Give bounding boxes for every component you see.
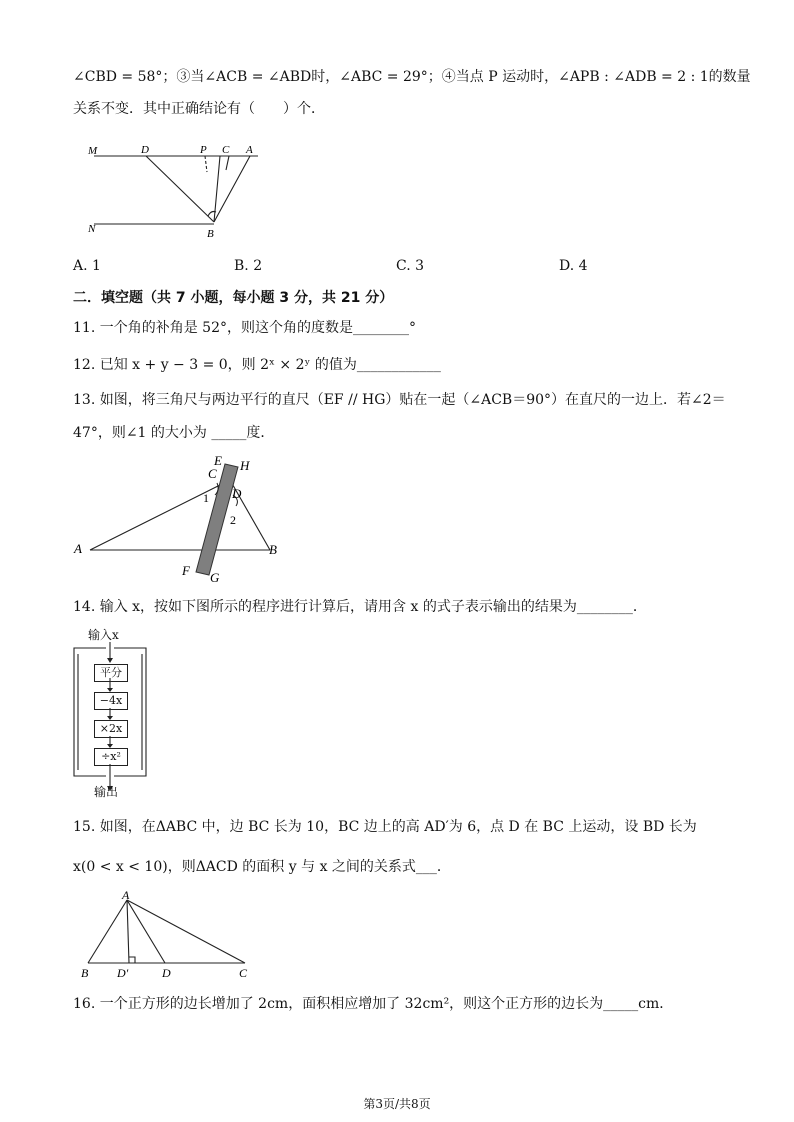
label-c: C — [222, 144, 230, 156]
q10-option-d: D. 4 — [559, 258, 588, 274]
side-ab — [88, 900, 127, 963]
q14-text: 14. 输入 x，按如下图所示的程序进行计算后，请用含 x 的式子表示输出的结果为________． — [73, 599, 647, 615]
flow-output-label: 输出 — [94, 785, 119, 799]
q10-text-line2: 关系不变．其中正确结论有（ ）个． — [73, 101, 325, 117]
label-a: A — [122, 888, 130, 902]
segment-ad — [127, 900, 165, 963]
q10-figure — [80, 140, 270, 240]
q15-text-line1: 15. 如图，在ΔABC 中，边 BC 长为 10，BC 边上的高 AD′为 6，点 D 在 BC 上运动，设 BD 长为 — [73, 819, 697, 835]
q13-figure — [70, 450, 285, 585]
flow-input-label: 输入x — [88, 628, 119, 642]
label-angle-1: 1 — [203, 491, 209, 505]
label-b: B — [269, 542, 277, 557]
altitude-ad-prime — [127, 900, 129, 963]
flow-step-3: ×2x — [94, 720, 128, 738]
label-a: A — [246, 144, 253, 156]
label-d: D — [162, 966, 171, 980]
q15-text-line2: x(0 < x < 10)，则ΔACD 的面积 y 与 x 之间的关系式___． — [73, 859, 451, 875]
q10-option-c: C. 3 — [396, 258, 425, 274]
q14-flowchart — [70, 628, 150, 800]
label-f: F — [182, 563, 190, 578]
label-d: D — [141, 144, 149, 156]
label-m: M — [88, 145, 98, 157]
q11-text: 11. 一个角的补角是 52°，则这个角的度数是________° — [73, 320, 416, 336]
label-d-prime: D′ — [117, 966, 129, 980]
label-p: P — [200, 144, 207, 156]
label-c: C — [239, 966, 248, 980]
q15-figure — [75, 888, 260, 983]
label-a: A — [74, 541, 82, 556]
q10-text-line1: ∠CBD = 58°；③当∠ACB = ∠ABD时，∠ABC = 29°；④当点 P 运动时，∠APB : ∠ADB = 2 : 1的数量 — [73, 69, 751, 85]
flow-step-2: −4x — [94, 692, 128, 710]
q13-text-line2: 47°，则∠1 的大小为 _____度． — [73, 425, 275, 441]
q10-option-a: A. 1 — [73, 258, 101, 274]
page-footer: 第3页/共8页 — [363, 1097, 431, 1111]
label-g: G — [210, 570, 220, 585]
label-b: B — [207, 228, 214, 240]
q16-text: 16. 一个正方形的边长增加了 2cm，面积相应增加了 32cm²，则这个正方形的边长为_____cm． — [73, 996, 674, 1012]
side-ac — [127, 900, 245, 963]
right-angle-mark — [129, 957, 135, 963]
segment-db — [146, 156, 214, 222]
label-c: C — [208, 466, 217, 481]
label-h: H — [240, 458, 250, 473]
label-b: B — [81, 966, 89, 980]
flow-step-1: 平分 — [94, 664, 128, 682]
q10-option-b: B. 2 — [234, 258, 263, 274]
section-heading: 二．填空题（共 7 小题，每小题 3 分，共 21 分） — [73, 290, 394, 306]
label-e: E — [214, 453, 222, 468]
flow-step-4: ÷x² — [94, 748, 128, 766]
label-d: D — [232, 486, 242, 501]
label-n: N — [88, 223, 96, 235]
q12-text: 12. 已知 x + y − 3 = 0，则 2ˣ × 2ʸ 的值为____________ — [73, 357, 441, 373]
dash-p — [205, 156, 207, 172]
dash-c — [226, 156, 229, 170]
q13-text-line1: 13. 如图，将三角尺与两边平行的直尺（EF // HG）贴在一起（∠ACB＝90°）在直尺的一边上．若∠2＝ — [73, 392, 726, 408]
label-angle-2: 2 — [230, 513, 236, 527]
